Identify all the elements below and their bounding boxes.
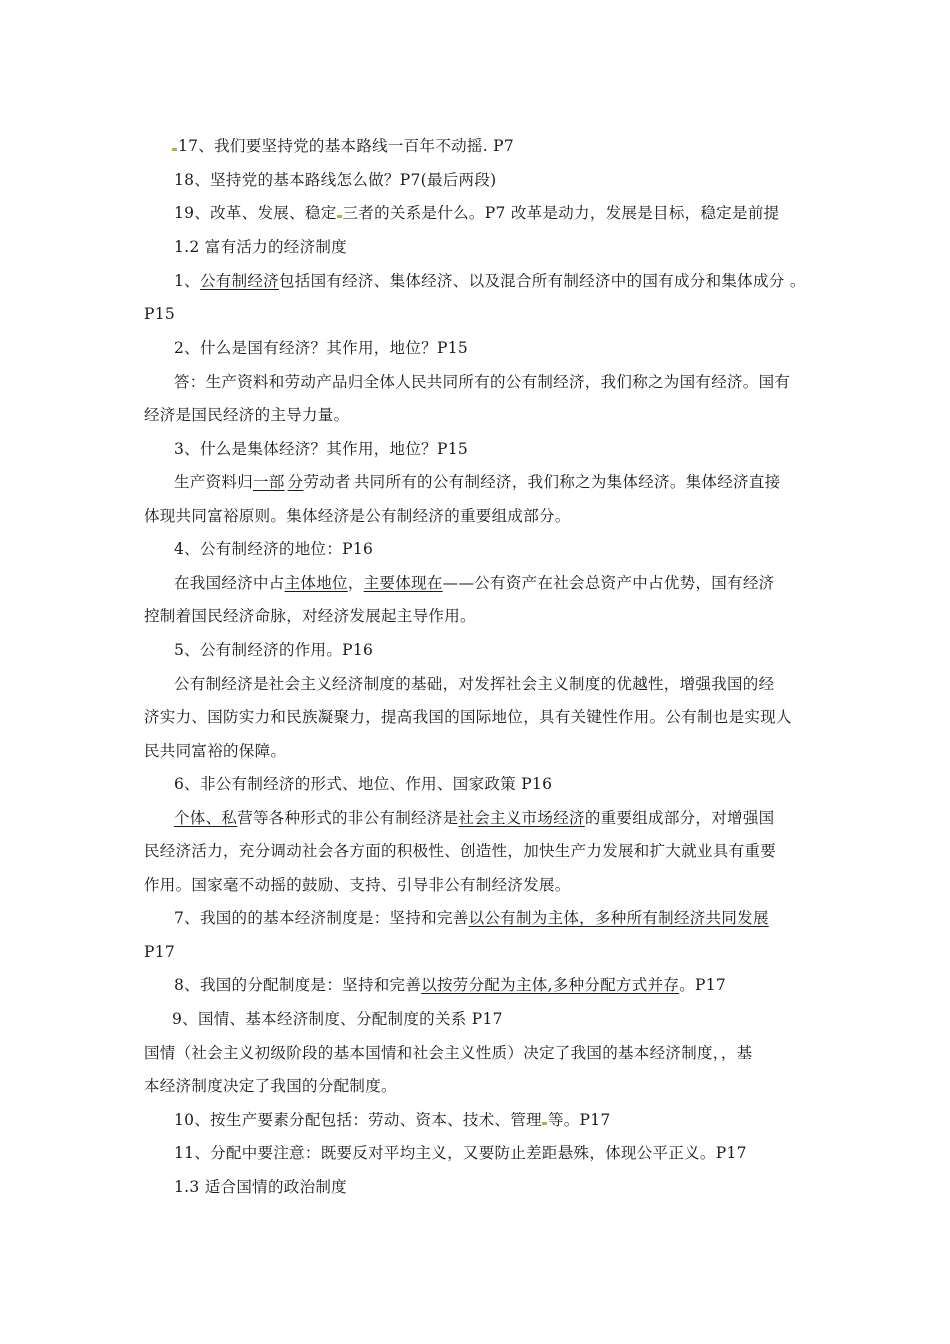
item-5-answer-line-2: 济实力、国防实力和民族凝聚力，提高我国的国际地位，具有关键性作用。公有制也是实现人: [144, 708, 792, 726]
edit-mark-icon: [172, 148, 177, 151]
item-7-page-ref: P17: [144, 943, 176, 961]
underlined-term: 公有制经济: [199, 272, 279, 290]
edit-mark-icon: [542, 1122, 547, 1125]
item-19: 19、改革、发展、稳定 三者的关系是什么。P7 改革是动力，发展是目标，稳定是前提: [174, 204, 780, 222]
section-heading-1-3: 1.3 适合国情的政治制度: [174, 1178, 347, 1196]
item-5-answer-line-1: 公有制经济是社会主义经济制度的基础，对发挥社会主义制度的优越性，增强我国的经: [174, 675, 775, 693]
item-9-question: 9、国情、基本经济制度、分配制度的关系 P17: [172, 1010, 503, 1028]
item-4-answer-line-2: 控制着国民经济命脉，对经济发展起主导作用。: [144, 607, 476, 625]
item-3-answer-line-1: 生产资料归一部 分劳动者 共同所有的公有制经济，我们称之为集体经济。集体经济直接: [174, 473, 781, 491]
item-4-answer-line-1: 在我国经济中占主体地位，主要体现在——公有资产在社会总资产中占优势，国有经济: [174, 574, 775, 592]
item-18: 18、坚持党的基本路线怎么做？P7(最后两段): [174, 171, 497, 189]
item-8: 8、我国的分配制度是：坚持和完善以按劳分配为主体,多种分配方式并存。P17: [174, 976, 727, 994]
item-2-answer-line-2: 经济是国民经济的主导力量。: [144, 406, 350, 424]
item-6-answer-line-2: 民经济活力，充分调动社会各方面的积极性、创造性，加快生产力发展和扩大就业具有重要: [144, 842, 777, 860]
edit-mark-icon: [337, 215, 342, 218]
item-6-question: 6、非公有制经济的形式、地位、作用、国家政策 P16: [174, 775, 553, 793]
item-4-question: 4、公有制经济的地位：P16: [174, 540, 374, 558]
item-3-question: 3、什么是集体经济？其作用，地位？P15: [174, 440, 469, 458]
item-2-question: 2、什么是国有经济？其作用，地位？P15: [174, 339, 469, 357]
item-5-question: 5、公有制经济的作用。P16: [174, 641, 374, 659]
item-1-page-ref: P15: [144, 305, 176, 323]
item-7: 7、我国的的基本经济制度是：坚持和完善以公有制为主体，多种所有制经济共同发展: [174, 909, 769, 927]
item-6-answer-line-1: 个体、私营等各种形式的非公有制经济是社会主义市场经济的重要组成部分，对增强国: [174, 809, 775, 827]
item-17: 17、我们要坚持党的基本路线一百年不动摇. P7: [172, 136, 514, 156]
item-9-answer-line-1: 国情（社会主义初级阶段的基本国情和社会主义性质）决定了我国的基本经济制度，，基: [144, 1044, 753, 1062]
item-6-answer-line-3: 作用。国家毫不动摇的鼓励、支持、引导非公有制经济发展。: [144, 876, 571, 894]
item-1: 1、公有制经济包括国有经济、集体经济、以及混合所有制经济中的国有成分和集体成分 。: [174, 272, 806, 290]
section-heading-1-2: 1.2 富有活力的经济制度: [174, 238, 347, 256]
item-11: 11、分配中要注意：既要反对平均主义，又要防止差距悬殊，体现公平正义。P17: [174, 1144, 747, 1162]
item-9-answer-line-2: 本经济制度决定了我国的分配制度。: [144, 1077, 397, 1095]
item-3-answer-line-2: 体现共同富裕原则。集体经济是公有制经济的重要组成部分。: [144, 507, 571, 525]
item-2-answer-line-1: 答：生产资料和劳动产品归全体人民共同所有的公有制经济，我们称之为国有经济。国有: [174, 373, 791, 391]
item-10: 10、按生产要素分配包括：劳动、资本、技术、管理 等。P17: [174, 1111, 611, 1129]
item-5-answer-line-3: 民共同富裕的保障。: [144, 742, 287, 760]
